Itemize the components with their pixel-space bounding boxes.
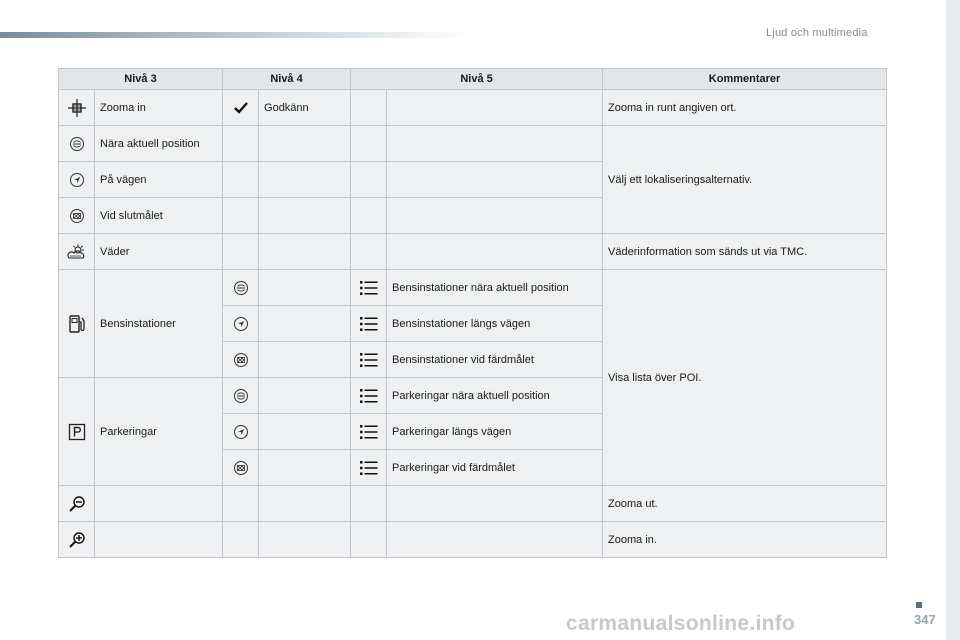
empty-cell [95,486,223,522]
empty-cell [387,522,603,558]
list-icon [360,425,378,439]
section-title: Ljud och multimedia [766,27,868,39]
table-row [59,270,887,306]
empty-cell [387,90,603,126]
icon-cell [59,378,95,486]
icon-cell [351,306,387,342]
empty-cell [223,198,259,234]
empty-cell [351,234,387,270]
list-icon [360,389,378,403]
empty-cell [223,162,259,198]
empty-cell [95,522,223,558]
icon-cell[interactable] [223,270,259,306]
comment-location: Välj ett lokaliseringsalternativ. [603,126,887,234]
on-road-icon [69,172,85,188]
icon-cell[interactable] [223,342,259,378]
empty-cell [223,486,259,522]
empty-cell [351,486,387,522]
list-icon [360,281,378,295]
on-road-icon [233,424,249,440]
table-row [59,126,887,162]
on-road-icon [233,316,249,332]
crosshair-icon [68,99,86,117]
column-header-niva3: Nivå 3 [59,69,223,90]
empty-cell [351,198,387,234]
navigation-menu-table [58,68,887,558]
table-header-row [59,69,887,90]
empty-cell [259,486,351,522]
icon-cell [351,270,387,306]
icon-cell[interactable] [223,306,259,342]
table-row [59,486,887,522]
column-header-kommentarer: Kommentarer [603,69,887,90]
menu-item-godkann[interactable]: Godkänn [259,90,351,126]
icon-cell[interactable] [223,414,259,450]
icon-cell [59,270,95,378]
menu-item-park-nara[interactable]: Parkeringar nära aktuell position [387,378,603,414]
menu-item-parkeringar[interactable]: Parkeringar [95,378,223,486]
menu-item-park-langs[interactable]: Parkeringar längs vägen [387,414,603,450]
empty-cell [259,414,351,450]
empty-cell [259,342,351,378]
icon-cell[interactable] [223,378,259,414]
empty-cell [259,450,351,486]
icon-cell[interactable] [59,522,95,558]
watermark: carmanualsonline.info [566,612,796,635]
comment-zoom-in: Zooma in runt angiven ort. [603,90,887,126]
weather-icon [67,244,87,260]
empty-cell [259,522,351,558]
checkmark-icon [234,102,248,114]
menu-item-bensinstationer[interactable]: Bensinstationer [95,270,223,378]
empty-cell [223,126,259,162]
comment-zoom-in-2: Zooma in. [603,522,887,558]
icon-cell [351,378,387,414]
menu-item-vid-slutmalet[interactable]: Vid slutmålet [95,198,223,234]
empty-cell [351,162,387,198]
icon-cell [351,414,387,450]
list-icon [360,353,378,367]
menu-item-bensin-nara[interactable]: Bensinstationer nära aktuell position [387,270,603,306]
fuel-pump-icon [68,314,86,334]
empty-cell [387,234,603,270]
empty-cell [387,162,603,198]
page-marker [916,602,922,608]
menu-item-bensin-langs[interactable]: Bensinstationer längs vägen [387,306,603,342]
icon-cell [59,126,95,162]
table-row [59,90,887,126]
zoom-out-icon [68,495,86,513]
icon-cell[interactable] [223,450,259,486]
destination-icon [233,460,249,476]
list-icon [360,461,378,475]
icon-cell [351,450,387,486]
page-number: 347 [914,612,936,627]
menu-item-vader[interactable]: Väder [95,234,223,270]
destination-icon [69,208,85,224]
empty-cell [223,234,259,270]
empty-cell [351,126,387,162]
header-accent-bar [0,32,470,38]
destination-icon [233,352,249,368]
menu-item-pa-vagen[interactable]: På vägen [95,162,223,198]
empty-cell [387,126,603,162]
menu-item-zoom-in[interactable]: Zooma in [95,90,223,126]
comment-vader: Väderinformation som sänds ut via TMC. [603,234,887,270]
list-icon [360,317,378,331]
empty-cell [351,522,387,558]
icon-cell [59,234,95,270]
empty-cell [259,306,351,342]
empty-cell [259,162,351,198]
empty-cell [259,270,351,306]
empty-cell [259,126,351,162]
menu-item-nara-position[interactable]: Nära aktuell position [95,126,223,162]
empty-cell [223,522,259,558]
menu-item-bensin-vid[interactable]: Bensinstationer vid färdmålet [387,342,603,378]
near-position-icon [233,388,249,404]
comment-zoom-out: Zooma ut. [603,486,887,522]
empty-cell [259,234,351,270]
icon-cell [59,162,95,198]
page-edge-strip [946,0,960,640]
table-row [59,522,887,558]
near-position-icon [69,136,85,152]
menu-item-park-vid[interactable]: Parkeringar vid färdmålet [387,450,603,486]
icon-cell [223,90,259,126]
empty-cell [259,378,351,414]
comment-poi: Visa lista över POI. [603,270,887,486]
column-header-niva4: Nivå 4 [223,69,351,90]
empty-cell [351,90,387,126]
empty-cell [387,198,603,234]
empty-cell [259,198,351,234]
icon-cell [59,198,95,234]
icon-cell [59,90,95,126]
column-header-niva5: Nivå 5 [351,69,603,90]
empty-cell [387,486,603,522]
parking-icon [68,423,86,441]
table-row [59,234,887,270]
icon-cell[interactable] [59,486,95,522]
zoom-in-icon [68,531,86,549]
icon-cell [351,342,387,378]
near-position-icon [233,280,249,296]
